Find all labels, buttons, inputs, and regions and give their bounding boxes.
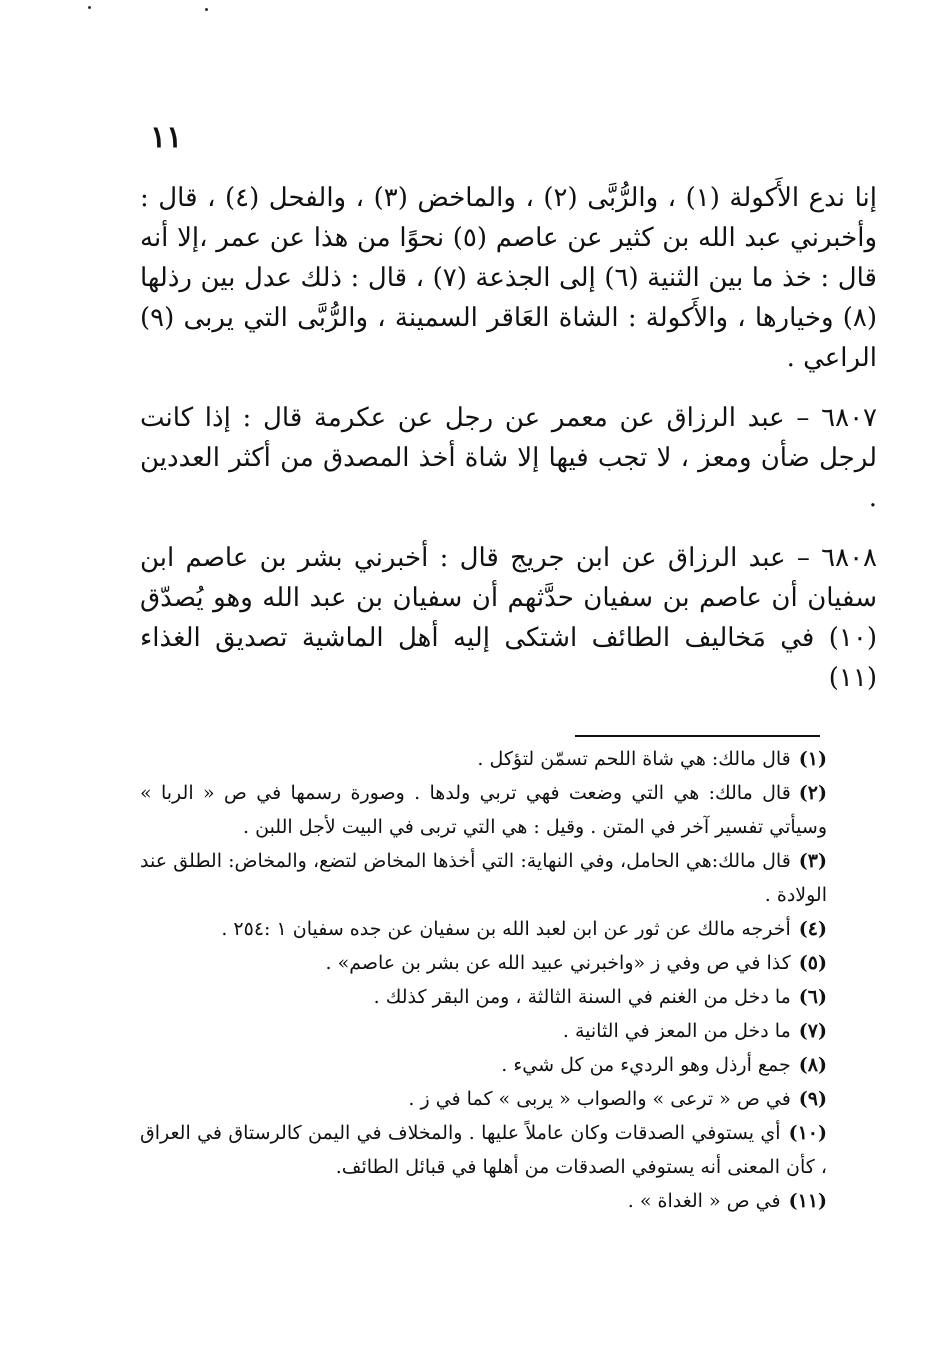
main-text	[140, 178, 877, 718]
footnote-number: (١١)	[788, 1190, 827, 1212]
footnote-number: (٤)	[798, 918, 827, 940]
footnote-3	[140, 844, 827, 912]
footnote-text: في ص « الغداة » .	[627, 1190, 781, 1212]
footnote-number: (٣)	[798, 850, 827, 872]
footnote-10	[140, 1116, 827, 1184]
footnote-7	[140, 1014, 827, 1048]
footnote-2	[140, 776, 827, 844]
footnote-separator	[575, 735, 820, 737]
footnote-1	[140, 742, 827, 776]
footnote-number: (١)	[798, 748, 827, 770]
footnote-text: ما دخل من الغنم في السنة الثالثة ، ومن البقر كذلك .	[373, 986, 791, 1008]
footnotes	[140, 742, 827, 1218]
footnote-9	[140, 1082, 827, 1116]
footnote-text: قال مالك: هي شاة اللحم تسمّن لتؤكل .	[477, 748, 791, 770]
footnote-number: (٥)	[798, 952, 827, 974]
footnote-text: قال مالك: هي التي وضعت فهي تربي ولدها . وصورة رسمها في ص « الربا » وسيأتي تفسير آخر في المتن . وقيل : هي التي تربى في البيت لأجل اللبن .	[140, 782, 827, 838]
paragraph-1: إنا ندع الأَكولة (١) ، والرُّبَّى (٢) ، والماخض (٣) ، والفحل (٤) ، قال : وأخبرني عبد الله بن كثير عن عاصم (٥) نحوًا من هذا عن عمر ،إلا أنه قال : خذ ما بين الثنية (٦) إلى الجذعة (٧) ، قال : ذلك عدل بين رذلها (٨) وخيارها ، والأَكولة : الشاة العَاقر السمينة ، والرُّبَّى التي يربى (٩) الراعي .	[140, 183, 877, 373]
paragraph-6808: ٦٨٠٨ – عبد الرزاق عن ابن جريج قال : أخبرني بشر بن عاصم ابن سفيان أن عاصم بن سفيان حدَّثهم أن سفيان بن عبد الله وهو يُصدّق (١٠) في مَخاليف الطائف اشتكى إليه أهل الماشية تصديق الغذاء (١١)	[140, 543, 877, 693]
footnote-text: أخرجه مالك عن ثور عن ابن لعبد الله بن سفيان عن جده سفيان ١ :٢٥٤ .	[221, 918, 791, 940]
paragraph-6807: ٦٨٠٧ – عبد الرزاق عن معمر عن رجل عن عكرمة قال : إذا كانت لرجل ضأن ومعز ، لا تجب فيها إلا شاة أخذ المصدق من أكثر العددين .	[140, 403, 877, 513]
footnote-11	[140, 1184, 827, 1218]
footnote-8	[140, 1048, 827, 1082]
footnote-text: في ص « ترعى » والصواب « يربى » كما في ز .	[408, 1088, 791, 1110]
scan-speck	[205, 8, 208, 11]
footnote-6	[140, 980, 827, 1014]
footnote-text: جمع أرذل وهو الرديء من كل شيء .	[501, 1054, 791, 1076]
footnote-5	[140, 946, 827, 980]
scan-speck	[88, 6, 91, 9]
footnote-number: (٨)	[798, 1054, 827, 1076]
footnote-number: (٩)	[798, 1088, 827, 1110]
footnote-text: قال مالك:هي الحامل، وفي النهاية: التي أخذها المخاض لتضع، والمخاض: الطلق عند الولادة .	[140, 850, 827, 906]
footnote-text: أي يستوفي الصدقات وكان عاملاً عليها . والمخلاف في اليمن كالرستاق في العراق ، كأن المعنى أنه يستوفي الصدقات من أهلها في قبائل الطائف.	[140, 1122, 827, 1178]
footnote-number: (٧)	[798, 1020, 827, 1042]
footnote-number: (٦)	[798, 986, 827, 1008]
footnote-text: كذا في ص وفي ز «واخبرني عبيد الله عن بشر بن عاصم» .	[325, 952, 791, 974]
footnote-number: (٢)	[798, 782, 827, 804]
footnote-text: ما دخل من المعز في الثانية .	[562, 1020, 791, 1042]
page-number: ١١	[150, 120, 183, 155]
footnote-number: (١٠)	[788, 1122, 827, 1144]
footnote-4	[140, 912, 827, 946]
